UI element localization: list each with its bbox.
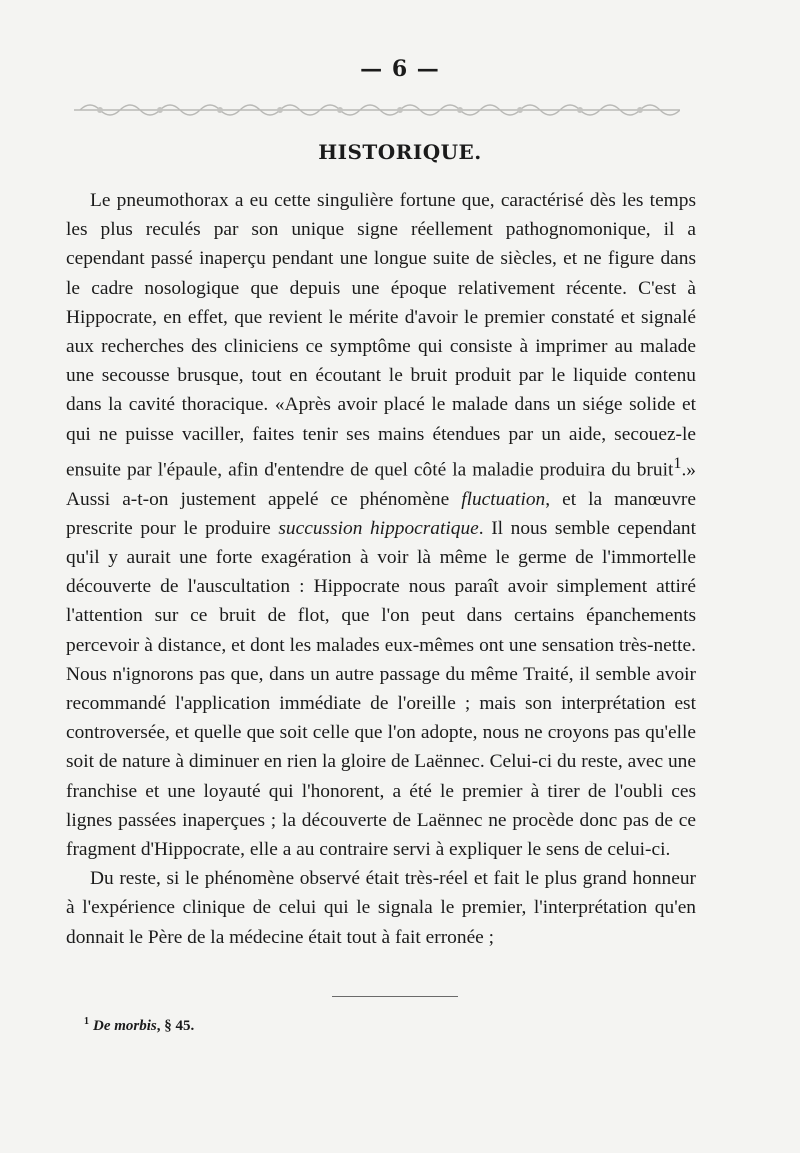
paragraph-1 [66, 186, 696, 864]
footnote-reference: 1 [673, 454, 682, 472]
term-fluctuation: fluctuation [461, 488, 546, 510]
paragraph-2: Du reste, si le phénomène observé était très-réel et fait le plus grand honneur à l'expérience clinique de celui qui le signala le premier, l'interprétation qu'en donnait le Père de la médecine était tout à fait erronée ; [66, 868, 696, 948]
body-text [66, 186, 696, 952]
paragraph-1-part-b: .» Aussi a-t-on justement appelé ce phénomène [66, 459, 696, 510]
section-title: HISTORIQUE. [318, 140, 482, 164]
term-succussion: succussion hippocratique [278, 517, 479, 539]
footnote-work-title: De morbis [93, 1018, 157, 1034]
paragraph-1-part-c: , et la manœuvre prescrite pour le produire [66, 488, 696, 539]
paragraph-1-part-a: Le pneumothorax a eu cette singulière fortune que, caractérisé dès les temps les plus reculés par son unique signe réellement pathognomonique, il a cependant passé inaperçu pendant une longue suite de siècles, et ne figure dans le cadre nosologique que depuis une époque relativement récente. C'est à Hippocrate, en effet, que revient le mérite d'avoir le premier constaté et signalé aux recherches des cliniciens ce symptôme qui consiste à imprimer au malade une secousse brusque, tout en écoutant le bruit produit par le liquide contenu dans la cavité thoracique. «Après avoir placé le malade dans un siége solide et qui ne puisse vaciller, faites tenir ses mains étendues par un aide, secouez-le ensuite par l'épaule, afin d'entendre de quel côté la maladie produira du bruit [66, 190, 696, 481]
footnote-divider [332, 996, 458, 997]
footnote-marker: 1 [84, 1016, 89, 1027]
footnote [84, 1016, 194, 1035]
paragraph-1-part-d: . Il nous semble cependant qu'il y aurait une forte exagération à voir là même le germe de l'immortelle découverte de l'auscultation : Hippocrate nous paraît avoir simplement attiré l'attention sur ce bruit de flot, que l'on peut dans certains épanchements percevoir à distance, et dont les malades eux-mêmes ont une sensation très-nette. Nous n'ignorons pas que, dans un autre passage du même Traité, il semble avoir recommandé l'application immédiate de l'oreille ; mais son interprétation est controversée, et quelle que soit celle que l'on adopte, nous ne croyons pas qu'elle soit de nature à diminuer en rien la gloire de Laënnec. Celui-ci du reste, avec une franchise et une loyauté qui l'honorent, a été le premier à tirer de l'oubli ces lignes passées inaperçues ; la découverte de Laënnec ne procède donc pas de ce fragment d'Hippocrate, elle a au contraire servi à expliquer le sens de celui-ci. [66, 517, 697, 860]
page-number: — 6 — [360, 56, 440, 82]
footnote-section: , § 45. [156, 1018, 195, 1034]
decorative-ornament-band [74, 98, 680, 122]
